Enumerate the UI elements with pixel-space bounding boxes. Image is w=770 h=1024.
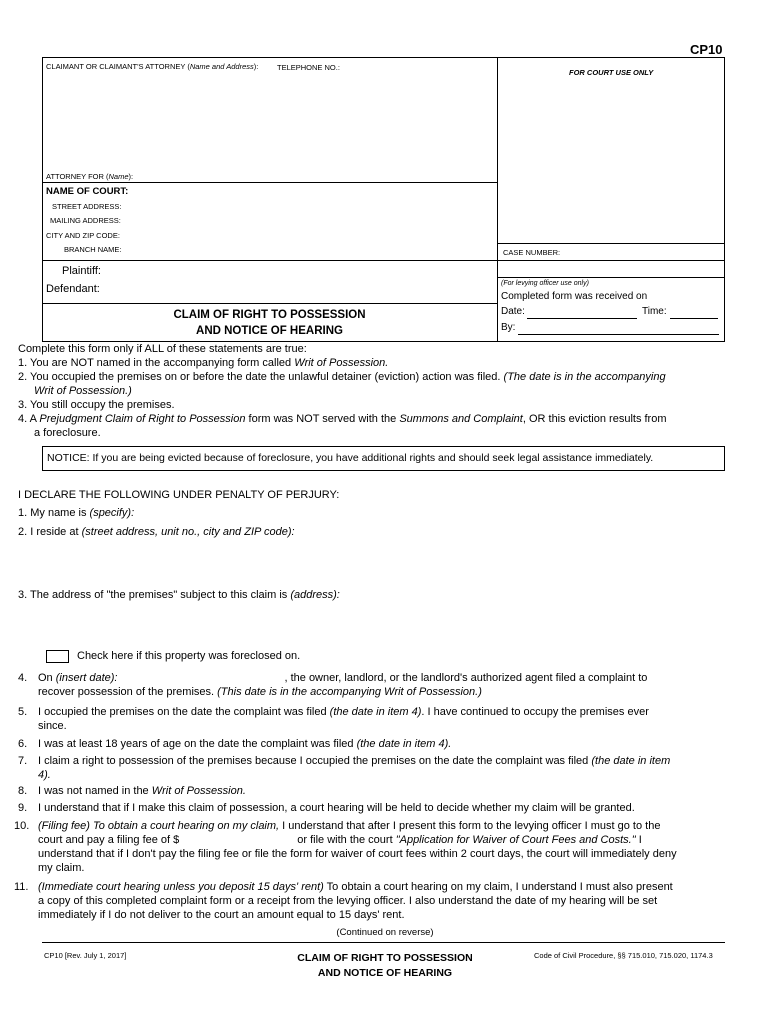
item-8: 8. I was not named in the Writ of Possession. — [18, 785, 246, 797]
item-11: 11. (Immediate court hearing unless you deposit 15 days' rent) To obtain a court hearing on my claim, I understand I must also present a copy of this completed complaint form or a receipt from the levying officer. I also understand the date of my hearing will be set immediately if I do not deliver to the court an amount equal to 15 days' rent. — [14, 881, 673, 921]
instructions: Complete this form only if ALL of these statements are true: 1. You are NOT named in the accompanying form called Writ of Possession. 2. You occupied the premises on or before the date the unlawful detainer (eviction) action was filed. (The date is in the accompanying Writ of Possession.) 3. You still occupy the premises. 4. A Prejudgment Claim of Right to Possession form was NOT served with the Summons and Complaint, OR this eviction results from a foreclosure. — [18, 343, 667, 439]
court-section-top — [42, 182, 497, 183]
item-7: 7. I claim a right to possession of the premises because I occupied the premises on the date the complaint was filed (the date in item 4). — [18, 755, 671, 781]
levying-note: (For levying officer use only) — [501, 280, 589, 287]
date-label: Date: — [501, 306, 525, 317]
completed-received-label: Completed form was received on — [501, 291, 648, 302]
time-label: Time: — [642, 306, 667, 317]
item-4: 4. On (insert date): , the owner, landlord, or the landlord's authorized agent filed a complaint to recover possession of the premises. (This date is in the accompanying Writ of Possession.) — [18, 672, 648, 698]
case-number-top — [497, 243, 725, 244]
item-10: 10. (Filing fee) To obtain a court hearing on my claim, I understand that after I present this form to the levying officer I must go to the court and pay a filing fee of $ or file with the court "Application for Waiver of Court Fees and Costs." I understand that if I don't pay the filing fee or file the form for waiver of court fees within 2 court days, the court will immediately deny my claim. — [14, 820, 677, 874]
foreclosed-label: Check here if this property was foreclosed on. — [77, 650, 301, 662]
form-title: CLAIM OF RIGHT TO POSSESSION AND NOTICE OF HEARING — [173, 309, 366, 337]
item-5: 5. I occupied the premises on the date the complaint was filed (the date in item 4). I have continued to occupy the premises ever since. — [18, 706, 649, 732]
date-line[interactable] — [527, 318, 637, 319]
item-9: 9. I understand that if I make this claim of possession, a court hearing will be held to decide whether my claim will be granted. — [18, 802, 635, 814]
branch-name-label: BRANCH NAME: — [64, 245, 122, 254]
continued-note: (Continued on reverse) — [336, 927, 434, 938]
item-1: 1. My name is (specify): — [18, 507, 135, 519]
item-2: 2. I reside at (street address, unit no., city and ZIP code): — [18, 526, 295, 538]
attorney-for-label: ATTORNEY FOR (Name): — [46, 172, 134, 181]
foreclosed-checkbox[interactable] — [46, 650, 69, 663]
street-address-label: STREET ADDRESS: — [52, 202, 122, 211]
plaintiff-label: Plaintiff: — [62, 265, 101, 277]
levying-top — [497, 277, 725, 278]
header-divider — [497, 57, 498, 342]
footer-title: CLAIM OF RIGHT TO POSSESSION AND NOTICE OF HEARING — [297, 952, 473, 979]
defendant-label: Defendant: — [46, 283, 100, 295]
telephone-label: TELEPHONE NO.: — [277, 63, 340, 72]
by-label: By: — [501, 322, 516, 333]
declare-heading: I DECLARE THE FOLLOWING UNDER PENALTY OF PERJURY: — [18, 489, 340, 501]
notice-text: NOTICE: If you are being evicted because of foreclosure, you have additional rights and should seek legal assistance immediately. — [47, 452, 654, 464]
city-zip-label: CITY AND ZIP CODE: — [46, 231, 120, 240]
footer-rule — [42, 942, 725, 943]
name-of-court-label: NAME OF COURT: — [46, 186, 129, 197]
title-top — [42, 303, 497, 304]
by-line[interactable] — [518, 334, 719, 335]
court-use-label: FOR COURT USE ONLY — [569, 68, 654, 77]
mailing-address-label: MAILING ADDRESS: — [50, 216, 121, 225]
code-citation: Code of Civil Procedure, §§ 715.010, 715.020, 1174.3 — [534, 951, 713, 960]
time-line[interactable] — [670, 318, 718, 319]
item-3: 3. The address of "the premises" subject to this claim is (address): — [18, 589, 340, 601]
claimant-label: CLAIMANT OR CLAIMANT'S ATTORNEY (Name and Address): — [46, 62, 259, 71]
case-number-label: CASE NUMBER: — [503, 248, 561, 257]
form-id: CP10 — [690, 42, 723, 57]
caption-top — [42, 260, 725, 261]
revision-label: CP10 [Rev. July 1, 2017] — [44, 951, 127, 960]
item-6: 6. I was at least 18 years of age on the date the complaint was filed (the date in item 4). — [18, 738, 452, 750]
